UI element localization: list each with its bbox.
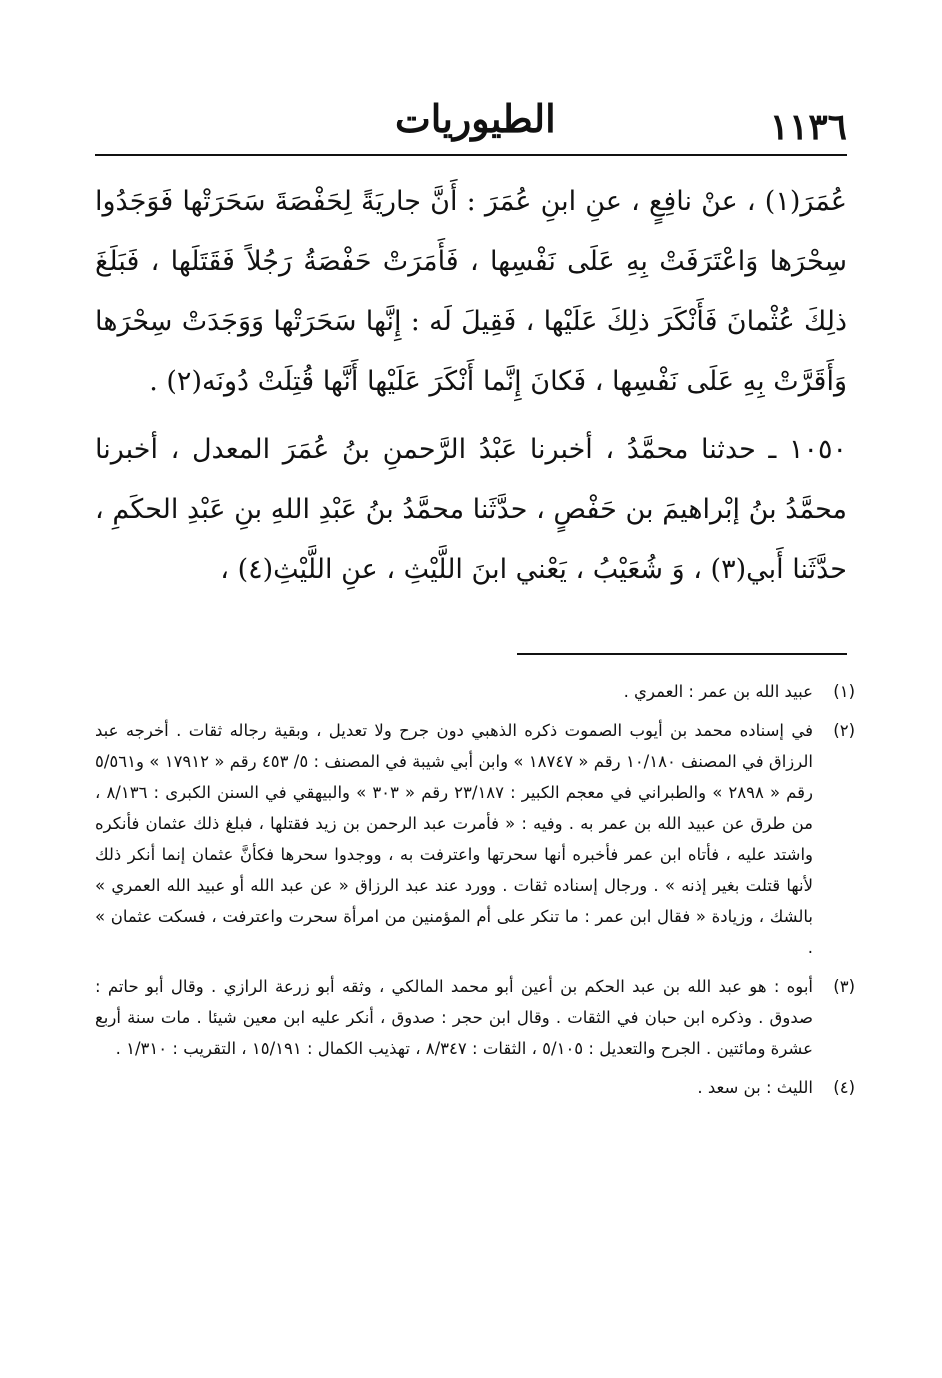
footnote-3 [95,971,855,1064]
header-divider [95,154,847,156]
page-header [95,92,847,154]
footnote-text: عبيد الله بن عمر : العمري . [623,682,813,701]
footnote-text: الليث : بن سعد . [697,1078,813,1097]
footnote-1 [95,676,855,707]
footnote-divider [517,653,847,655]
footnote-text: في إسناده محمد بن أيوب الصموت ذكره الذهبي دون جرح ولا تعديل ، وبقية رجاله ثقات . أخرجه عبد الرزاق في المصنف ١٠/١٨٠ رقم « ١٨٧٤٧ » وابن أبي شيبة في المصنف : ٥/ ٤٥٣ رقم « ١٧٩١٢ » و٥/٥٦١ رقم « ٢٨٩٨ » والطبراني في معجم الكبير : ٢٣/١٨٧ رقم « ٣٠٣ » والبيهقي في السنن الكبرى : ٨/١٣٦ ، من طرق عن عبيد الله بن عمر به . وفيه : « فأمرت عبد الرحمن بن زيد فقتلها ، فبلغ ذلك عثمان فأنكره واشتد عليه ، فأتاه ابن عمر فأخبره أنها سحرتها واعترفت به ، ووجدوا سحرها فكأنَّ عثمان إنما أنكر ذلك لأنها قتلت بغير إذنه » . ورجال إسناده ثقات . وورد عند عبد الرزاق « عن عبد الله أو عبيد الله العمري » بالشك ، وزيادة « فقال ابن عمر : ما تنكر على أم المؤمنين من امرأة سحرت واعترفت ، فسكت عثمان » . [95,721,813,957]
footnote-2 [95,715,855,963]
footnote-number: (٤) [833,1078,855,1097]
hadith-paragraph: عُمَرَ(١) ، عنْ نافِعٍ ، عنِ ابنِ عُمَرَ : أَنَّ جاريَةً لِحَفْصَةَ سَحَرَتْها فَوَجَدُوا سِحْرَها وَاعْتَرَفَتْ بِهِ عَلَى نَفْسِها ، فَأَمَرَتْ حَفْصَةُ رَجُلاً فَقَتَلَها ، فَبَلَغَ ذلِكَ عُثْمانَ فَأَنْكَرَ ذلِكَ عَلَيْها ، فَقِيلَ لَه : إِنَّها سَحَرَتْها وَوَجَدَتْ سِحْرَها وَأَقَرَّتْ بِهِ عَلَى نَفْسِها ، فَكانَ إِنَّما أَنْكَرَ عَلَيْها أَنَّها قُتِلَتْ دُونَه(٢) . [95,186,847,397]
footnote-number: (٣) [833,977,855,996]
hadith-paragraph: ١٠٥٠ ـ حدثنا محمَّدُ ، أخبرنا عَبْدُ الرَّحمنِ بنُ عُمَرَ المعدل ، أخبرنا محمَّدُ بنُ إبْراهيمَ بن حَفْصٍ ، حدَّثَنا محمَّدُ بنُ عَبْدِ اللهِ بنِ عَبْدِ الحكَمِ ، حدَّثَنا أَبي(٣) ، وَ شُعَيْبُ ، يَعْني ابنَ اللَّيْثِ ، عنِ اللَّيْثِ(٤) ، [95,434,847,585]
footnote-number: (١) [833,682,855,701]
footnote-4 [95,1072,855,1103]
main-text [95,172,847,600]
page-number: ١١٣٦ [769,106,847,148]
book-title: الطيوريات [395,96,556,141]
footnote-number: (٢) [833,721,855,740]
footnotes [95,676,855,1111]
footnote-text: أبوه : هو عبد الله بن عبد الحكم بن أعين أبو محمد المالكي ، وثقه أبو زرعة الرازي . وقال أبو حاتم : صدوق . وذكره ابن حبان في الثقات . وقال ابن حجر : صدوق ، أنكر عليه ابن معين شيئا . مات سنة أربع عشرة ومائتين . الجرح والتعديل : ٥/١٠٥ ، الثقات : ٨/٣٤٧ ، تهذيب الكمال : ١٥/١٩١ ، التقريب : ١/٣١٠ . [95,977,813,1058]
